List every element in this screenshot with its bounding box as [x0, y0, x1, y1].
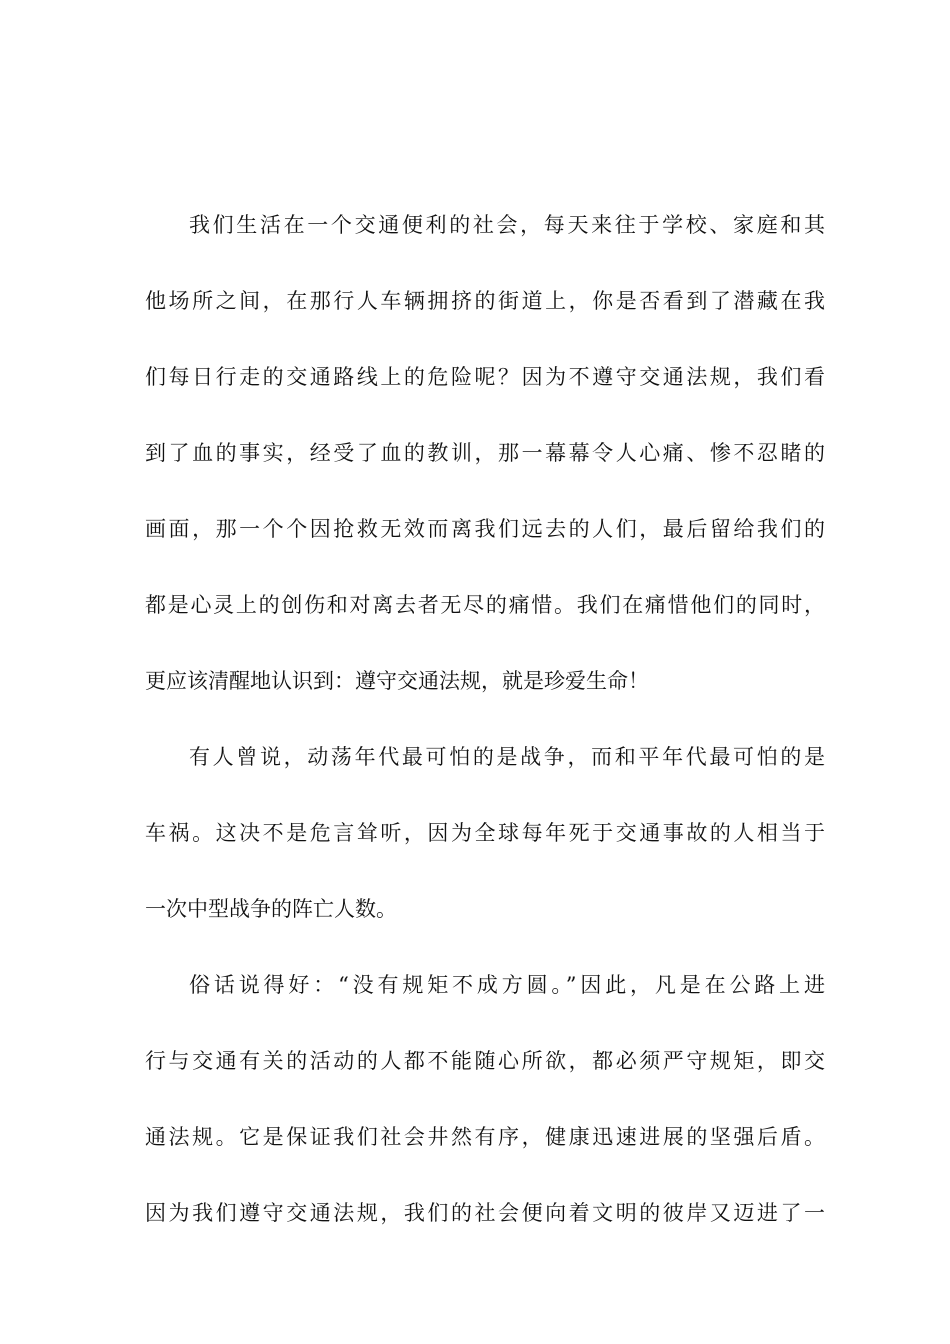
paragraph-2-line-3: 一次中型战争的阵亡人数。	[145, 897, 397, 921]
paragraph-1-line-1: 我们生活在一个交通便利的社会，每天来往于学校、家庭和其	[189, 213, 825, 237]
paragraph-2-line-1: 有人曾说，动荡年代最可怕的是战争，而和平年代最可怕的是	[189, 745, 825, 769]
paragraph-1-line-3: 们每日行走的交通路线上的危险呢？因为不遵守交通法规，我们看	[145, 365, 825, 389]
paragraph-3-line-1: 俗话说得好：“没有规矩不成方圆。”因此，凡是在公路上进	[189, 973, 825, 997]
paragraph-3-line-4: 因为我们遵守交通法规，我们的社会便向着文明的彼岸又迈进了一	[145, 1201, 825, 1225]
paragraph-1-line-4: 到了血的事实，经受了血的教训，那一幕幕令人心痛、惨不忍睹的	[145, 441, 825, 465]
paragraph-1-line-2: 他场所之间，在那行人车辆拥挤的街道上，你是否看到了潜藏在我	[145, 289, 825, 313]
paragraph-3-line-3: 通法规。它是保证我们社会井然有序，健康迅速进展的坚强后盾。	[145, 1125, 825, 1149]
paragraph-1-line-7: 更应该清醒地认识到：遵守交通法规，就是珍爱生命！	[145, 669, 649, 693]
paragraph-3-line-2: 行与交通有关的活动的人都不能随心所欲，都必须严守规矩，即交	[145, 1049, 825, 1073]
paragraph-2-line-2: 车祸。这决不是危言耸听，因为全球每年死于交通事故的人相当于	[145, 821, 825, 845]
paragraph-1-line-6: 都是心灵上的创伤和对离去者无尽的痛惜。我们在痛惜他们的同时，	[145, 593, 825, 617]
paragraph-1-line-5: 画面，那一个个因抢救无效而离我们远去的人们，最后留给我们的	[145, 517, 825, 541]
